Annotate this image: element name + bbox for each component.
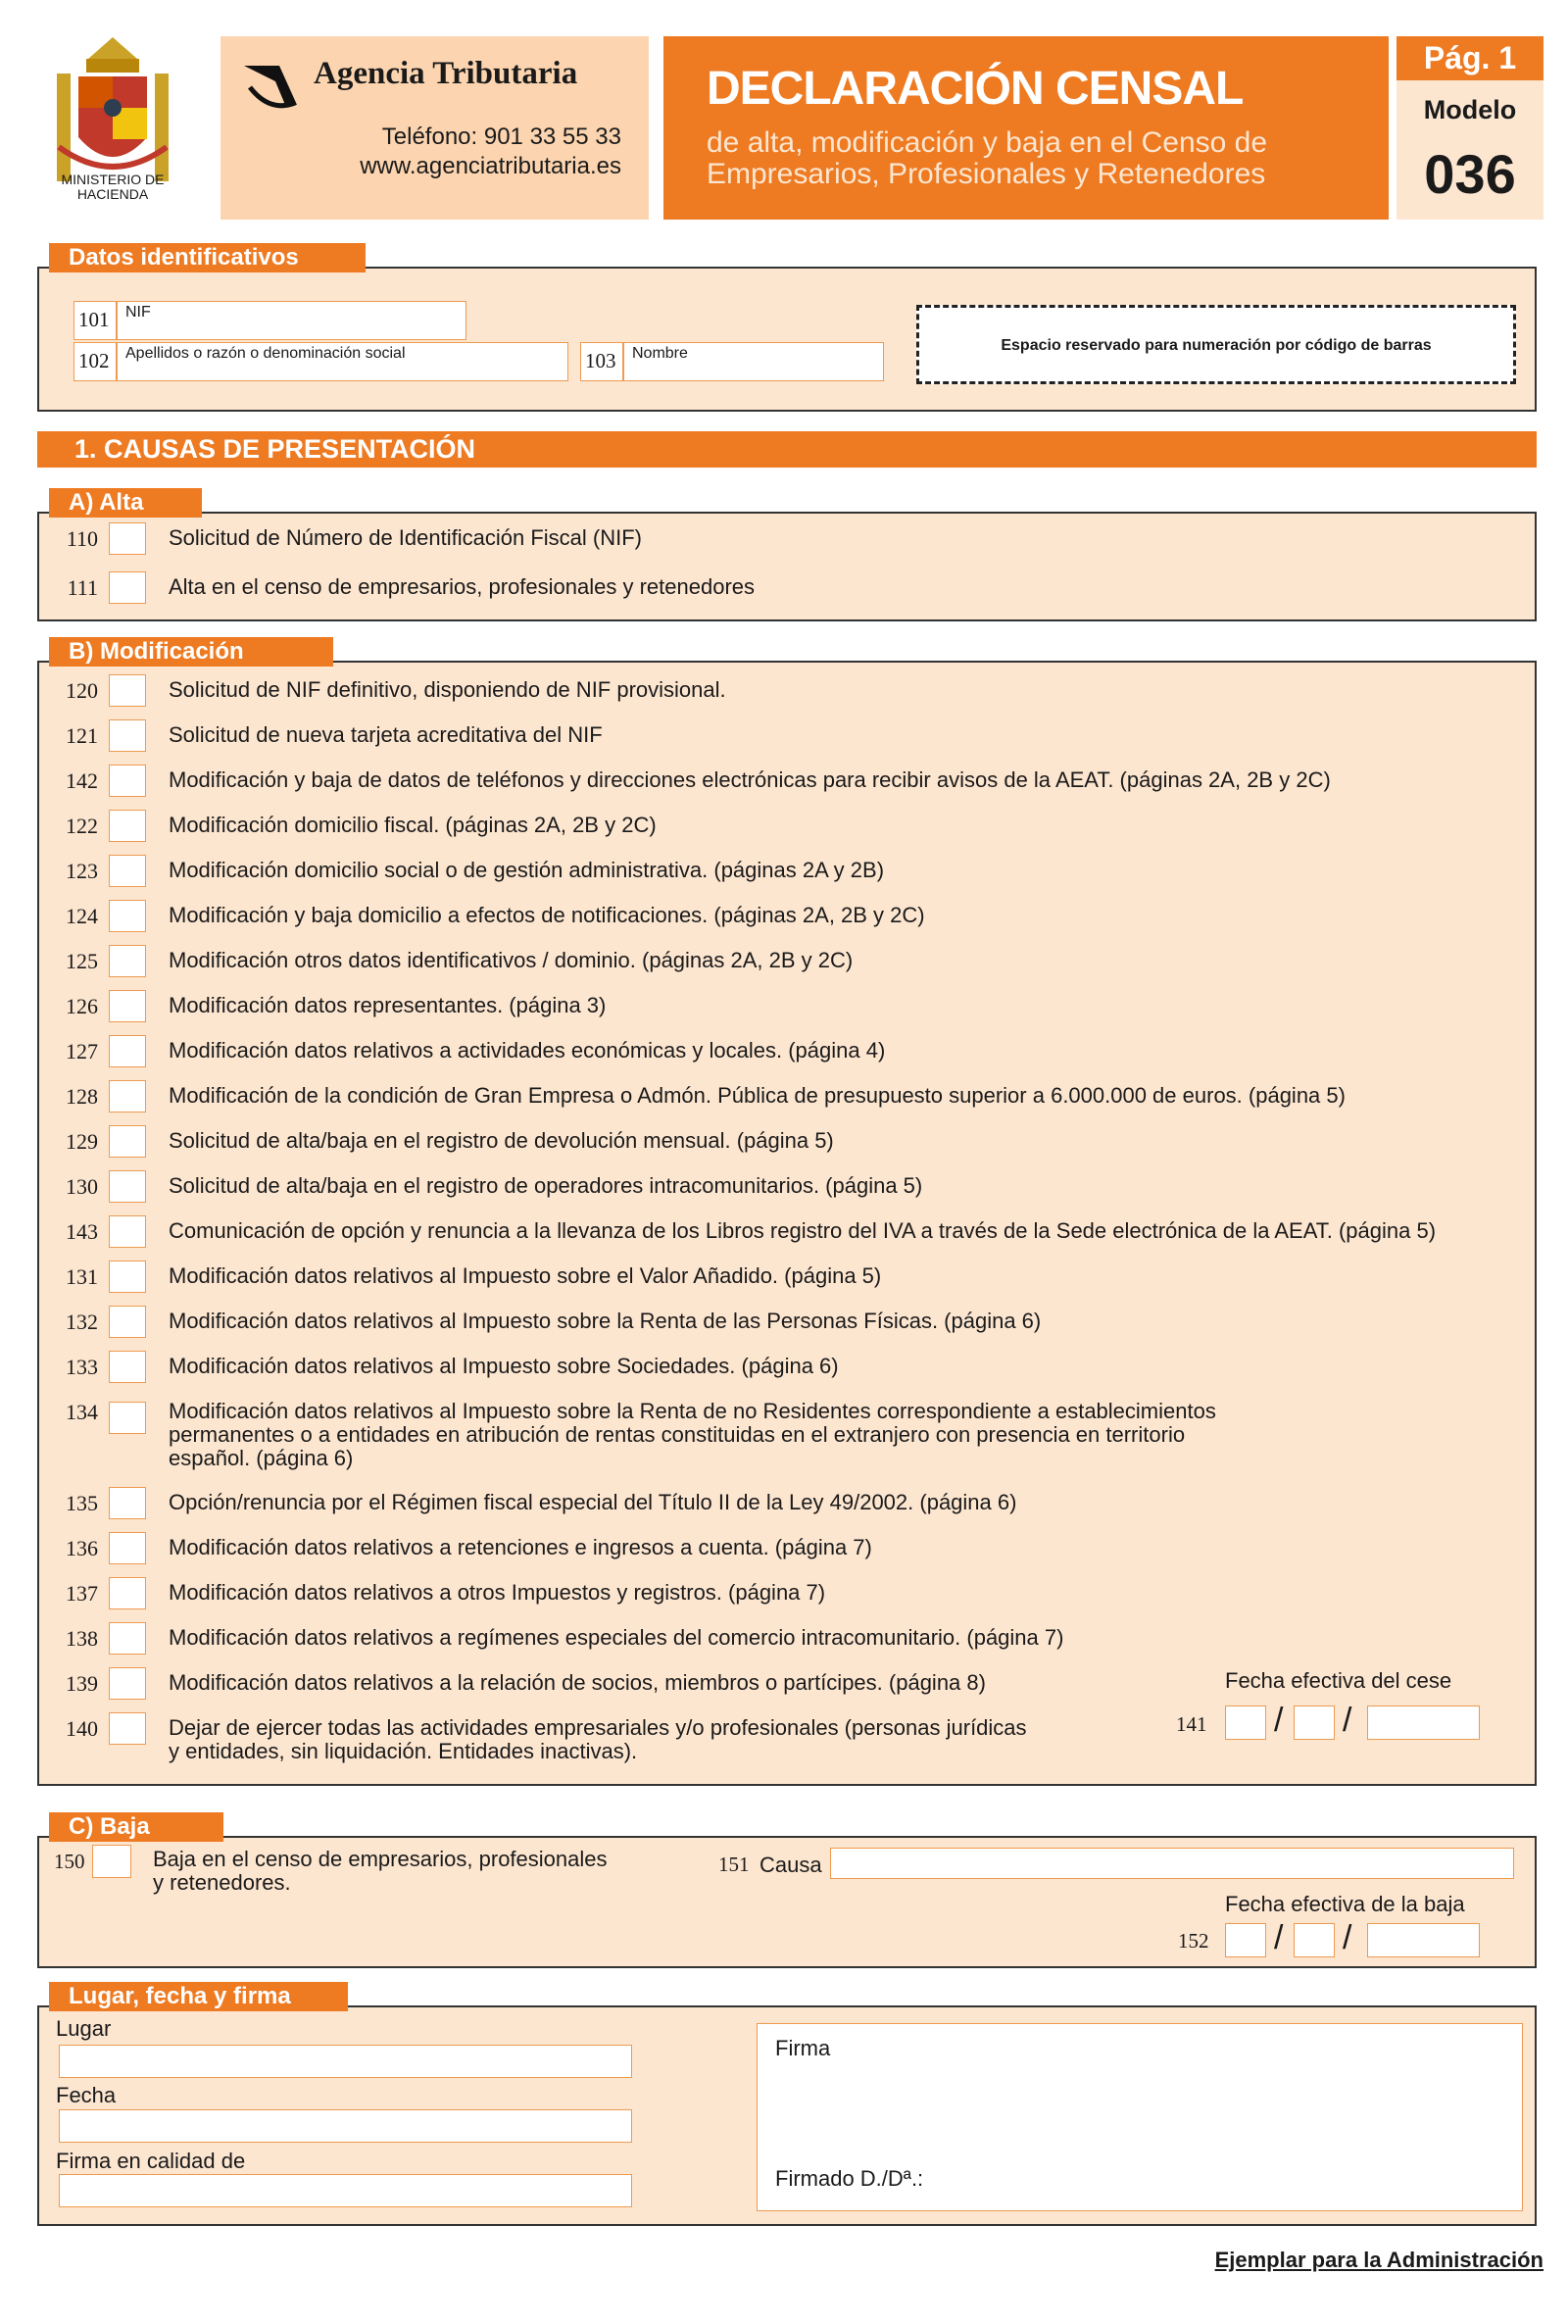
- item-number: 125: [66, 949, 98, 973]
- checkbox-111[interactable]: [109, 571, 146, 604]
- section-causas-title: 1. CAUSAS DE PRESENTACIÓN: [37, 431, 1537, 468]
- fecha-field[interactable]: [59, 2109, 632, 2143]
- date-separator: /: [1274, 1702, 1284, 1739]
- item-number: 142: [66, 768, 98, 793]
- checkbox-134[interactable]: [109, 1402, 146, 1434]
- item-number: 122: [66, 814, 98, 838]
- item-number: 129: [66, 1129, 98, 1154]
- checkbox-140[interactable]: [109, 1712, 146, 1745]
- checkbox-131[interactable]: [109, 1261, 146, 1293]
- item-label: Modificación datos representantes. (página 3): [169, 993, 607, 1017]
- item-number: 140: [66, 1716, 98, 1741]
- signature-box[interactable]: [757, 2023, 1523, 2211]
- checkbox-130[interactable]: [109, 1170, 146, 1203]
- item-label: Modificación datos relativos a otros Impuestos y registros. (página 7): [169, 1580, 826, 1605]
- page-box: [1396, 36, 1544, 220]
- item-label: Modificación otros datos identificativos / dominio. (páginas 2A, 2B y 2C): [169, 948, 854, 972]
- cese-caption: Fecha efectiva del cese: [1225, 1668, 1452, 1693]
- checkbox-124[interactable]: [109, 900, 146, 932]
- baja-label: Baja en el censo de empresarios, profesionales y retenedores.: [153, 1847, 608, 1895]
- nif-label: NIF: [125, 304, 151, 321]
- item-label: Comunicación de opción y renuncia a la llevanza de los Libros registro del IVA a través de la Sede electrónica de la AEAT. (página 5): [169, 1218, 1437, 1243]
- checkbox-135[interactable]: [109, 1487, 146, 1519]
- item-number: 134: [66, 1400, 98, 1424]
- page-number: Pág. 1: [1396, 36, 1544, 80]
- item-label: Solicitud de alta/baja en el registro de devolución mensual. (página 5): [169, 1128, 834, 1153]
- checkbox-142[interactable]: [109, 765, 146, 797]
- item-label: Modificación datos relativos a retenciones e ingresos a cuenta. (página 7): [169, 1535, 872, 1559]
- item-label: Modificación datos relativos a actividades económicas y locales. (página 4): [169, 1038, 886, 1063]
- calidad-label: Firma en calidad de: [56, 2149, 246, 2173]
- cese-month-field[interactable]: [1294, 1706, 1335, 1740]
- apellidos-label: Apellidos o razón o denominación social: [125, 345, 406, 362]
- item-number: 138: [66, 1626, 98, 1651]
- nombre-field[interactable]: [623, 342, 884, 381]
- baja-tab: C) Baja: [49, 1812, 223, 1842]
- nombre-number: 103: [580, 342, 623, 381]
- checkbox-121[interactable]: [109, 719, 146, 752]
- cese-day-field[interactable]: [1225, 1706, 1266, 1740]
- nombre-label: Nombre: [632, 345, 688, 362]
- form-title: DECLARACIÓN CENSAL: [707, 63, 1244, 115]
- checkbox-125[interactable]: [109, 945, 146, 977]
- checkbox-126[interactable]: [109, 990, 146, 1022]
- lugar-label: Lugar: [56, 2016, 112, 2041]
- agency-phone: Teléfono: 901 33 55 33: [381, 124, 621, 150]
- item-number: 136: [66, 1536, 98, 1560]
- firmado-label: Firmado D./Dª.:: [775, 2166, 924, 2191]
- item-number: 120: [66, 678, 98, 703]
- item-label: Modificación y baja de datos de teléfonos y direcciones electrónicas para recibir avisos de la AEAT. (páginas 2A, 2B y 2C): [169, 767, 1331, 792]
- checkbox-129[interactable]: [109, 1125, 146, 1158]
- causa-field[interactable]: [830, 1848, 1514, 1879]
- checkbox-139[interactable]: [109, 1667, 146, 1700]
- item-number: 135: [66, 1491, 98, 1515]
- checkbox-137[interactable]: [109, 1577, 146, 1609]
- item-label: Solicitud de alta/baja en el registro de operadores intracomunitarios. (página 5): [169, 1173, 923, 1198]
- nif-field[interactable]: [117, 301, 466, 340]
- checkbox-120[interactable]: [109, 674, 146, 707]
- item-number: 127: [66, 1039, 98, 1063]
- baja-number: 150: [54, 1850, 85, 1873]
- item-number: 123: [66, 859, 98, 883]
- title-banner: [663, 36, 1389, 220]
- item-label: Modificación domicilio fiscal. (páginas 2A, 2B y 2C): [169, 813, 657, 837]
- agency-contact: [360, 123, 621, 181]
- checkbox-143[interactable]: [109, 1215, 146, 1248]
- item-label: Dejar de ejercer todas las actividades empresariales y/o profesionales (personas jurídicas y entidades, sin liquidación. Entidades inactivas).: [169, 1715, 1027, 1763]
- checkbox-136[interactable]: [109, 1532, 146, 1564]
- causa-number: 151: [718, 1853, 750, 1876]
- item-number: 131: [66, 1264, 98, 1289]
- item-number: 132: [66, 1310, 98, 1334]
- date-separator: /: [1343, 1702, 1352, 1739]
- item-label: Solicitud de NIF definitivo, disponiendo de NIF provisional.: [169, 677, 726, 702]
- baja-month-field[interactable]: [1294, 1923, 1335, 1957]
- modelo-label: Modelo: [1423, 95, 1517, 124]
- baja-fecha-caption: Fecha efectiva de la baja: [1225, 1892, 1465, 1916]
- calidad-field[interactable]: [59, 2174, 632, 2207]
- apellidos-number: 102: [74, 342, 117, 381]
- date-separator: /: [1274, 1919, 1284, 1956]
- item-number: 111: [67, 575, 98, 600]
- modificacion-tab: B) Modificación: [49, 637, 333, 667]
- checkbox-110[interactable]: [109, 522, 146, 555]
- item-number: 110: [66, 526, 98, 551]
- item-label: Modificación domicilio social o de gestión administrativa. (páginas 2A y 2B): [169, 858, 885, 882]
- datos-tab: Datos identificativos: [49, 243, 366, 272]
- lugar-field[interactable]: [59, 2045, 632, 2078]
- item-label: Alta en el censo de empresarios, profesionales y retenedores: [169, 574, 756, 599]
- date-separator: /: [1343, 1919, 1352, 1956]
- item-number: 133: [66, 1355, 98, 1379]
- form-subtitle: de alta, modificación y baja en el Censo de Empresarios, Profesionales y Retenedores: [707, 126, 1268, 190]
- item-label: Modificación datos relativos a la relación de socios, miembros o partícipes. (página 8): [169, 1670, 986, 1695]
- cese-number: 141: [1176, 1712, 1207, 1736]
- item-label: Modificación datos relativos al Impuesto sobre el Valor Añadido. (página 5): [169, 1263, 882, 1288]
- agency-banner: [220, 36, 649, 220]
- item-label: Modificación datos relativos al Impuesto sobre la Renta de no Residentes correspondiente a establecimientos permanentes o a entidades en atribución de rentas constituidas en el extranjero con presencia en territorio español. (página 6): [169, 1399, 1216, 1470]
- nif-number: 101: [74, 301, 117, 340]
- checkbox-122[interactable]: [109, 810, 146, 842]
- checkbox-127[interactable]: [109, 1035, 146, 1067]
- modelo-number: 036: [1424, 143, 1516, 205]
- causa-label: Causa: [760, 1853, 822, 1877]
- agency-logo-icon: [240, 58, 301, 109]
- item-label: Opción/renuncia por el Régimen fiscal especial del Título II de la Ley 49/2002. (página 6): [169, 1490, 1017, 1514]
- item-number: 121: [66, 723, 98, 748]
- baja-day-field[interactable]: [1225, 1923, 1266, 1957]
- item-number: 143: [66, 1219, 98, 1244]
- checkbox-133[interactable]: [109, 1351, 146, 1383]
- item-label: Modificación datos relativos al Impuesto sobre la Renta de las Personas Físicas. (página 6): [169, 1309, 1042, 1333]
- fecha-label: Fecha: [56, 2083, 117, 2107]
- checkbox-132[interactable]: [109, 1306, 146, 1338]
- barcode-area: Espacio reservado para numeración por código de barras: [916, 305, 1516, 384]
- baja-year-field[interactable]: [1367, 1923, 1480, 1957]
- item-number: 139: [66, 1671, 98, 1696]
- item-number: 126: [66, 994, 98, 1018]
- checkbox-123[interactable]: [109, 855, 146, 887]
- apellidos-field[interactable]: [117, 342, 568, 381]
- firma-tab: Lugar, fecha y firma: [49, 1982, 348, 2011]
- item-label: Solicitud de Número de Identificación Fiscal (NIF): [169, 525, 642, 550]
- item-label: Modificación y baja domicilio a efectos de notificaciones. (páginas 2A, 2B y 2C): [169, 903, 925, 927]
- checkbox-150[interactable]: [92, 1845, 131, 1878]
- item-label: Solicitud de nueva tarjeta acreditativa del NIF: [169, 722, 603, 747]
- checkbox-138[interactable]: [109, 1622, 146, 1655]
- firma-label: Firma: [775, 2036, 831, 2060]
- alta-tab: A) Alta: [49, 488, 202, 518]
- item-number: 128: [66, 1084, 98, 1109]
- item-number: 137: [66, 1581, 98, 1606]
- ministry-label: MINISTERIO DE HACIENDA: [61, 172, 165, 202]
- item-label: Modificación datos relativos a regímenes especiales del comercio intracomunitario. (página 7): [169, 1625, 1064, 1650]
- agency-website[interactable]: www.agenciatributaria.es: [360, 153, 621, 179]
- agency-name: Agencia Tributaria: [314, 56, 578, 91]
- item-label: Modificación de la condición de Gran Empresa o Admón. Pública de presupuesto superior a 6.000.000 de euros. (página 5): [169, 1083, 1346, 1108]
- item-label: Modificación datos relativos al Impuesto sobre Sociedades. (página 6): [169, 1354, 839, 1378]
- checkbox-128[interactable]: [109, 1080, 146, 1113]
- baja-fecha-number: 152: [1178, 1929, 1209, 1953]
- item-number: 124: [66, 904, 98, 928]
- item-number: 130: [66, 1174, 98, 1199]
- footer-copy-label: Ejemplar para la Administración: [1214, 2248, 1544, 2272]
- cese-year-field[interactable]: [1367, 1706, 1480, 1740]
